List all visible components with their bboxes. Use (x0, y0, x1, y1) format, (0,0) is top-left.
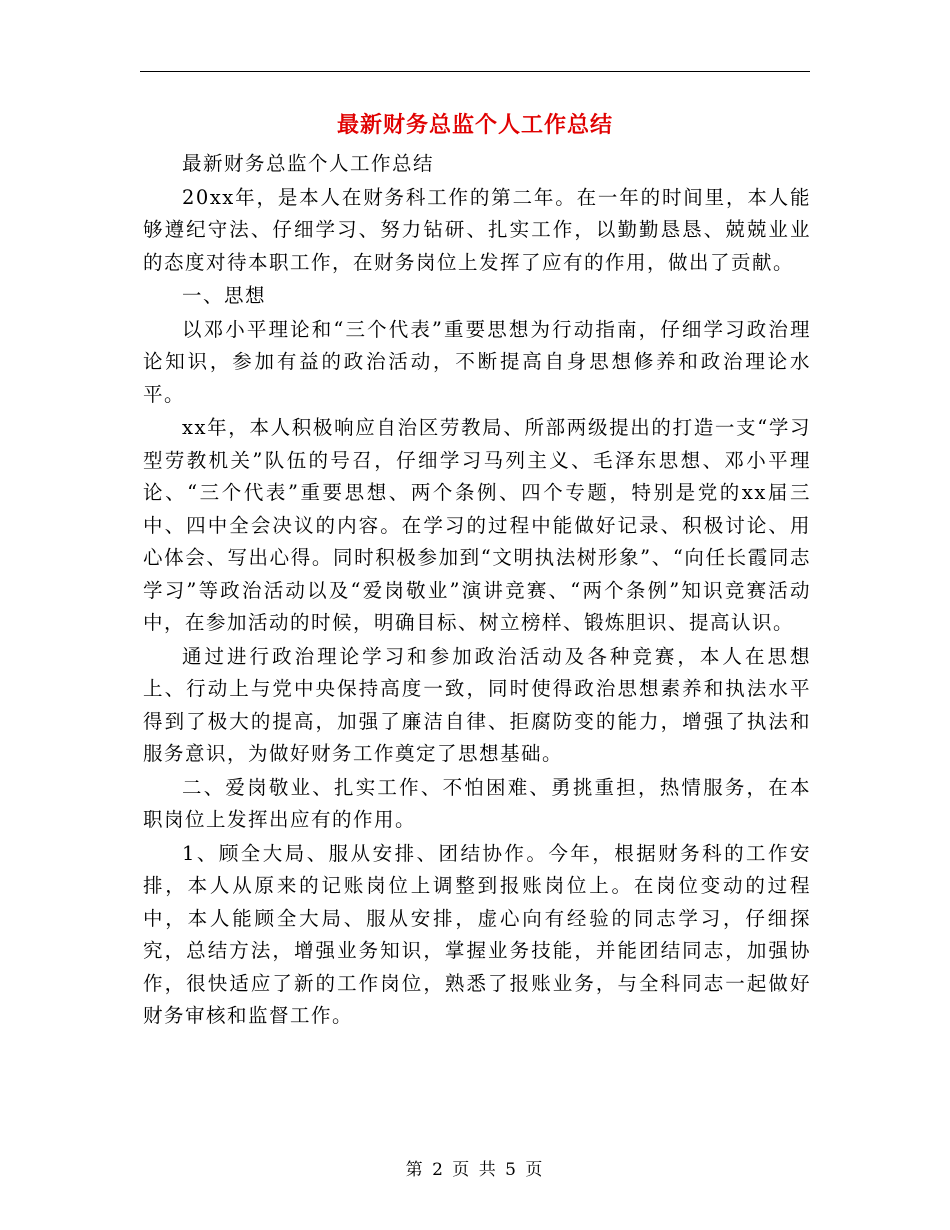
paragraph: 通过进行政治理论学习和参加政治活动及各种竞赛，本人在思想上、行动上与党中央保持高度一致，同时使得政治思想素养和执法水平得到了极大的提高，加强了廉洁自律、拒腐防变的能力，增强了执法和服务意识，为做好财务工作奠定了思想基础。 (143, 644, 811, 765)
section-heading: 二、爱岗敬业、扎实工作、不怕困难、勇挑重担，热情服务，在本职岗位上发挥出应有的作用。 (143, 775, 811, 831)
paragraph: 最新财务总监个人工作总结 (182, 152, 435, 175)
paragraph: 20xx年，是本人在财务科工作的第二年。在一年的时间里，本人能够遵纪守法、仔细学习、努力钻研、扎实工作，以勤勤恳恳、兢兢业业的态度对待本职工作，在财务岗位上发挥了应有的作用，做出了贡献。 (143, 185, 811, 274)
header-rule (140, 71, 810, 72)
paragraph: xx年，本人积极响应自治区劳教局、所部两级提出的打造一支“学习型劳教机关”队伍的号召，仔细学习马列主义、毛泽东思想、邓小平理论、“三个代表”重要思想、两个条例、四个专题，特别是党的xx届三中、四中全会决议的内容。在学习的过程中能做好记录、积极讨论、用心体会、写出心得。同时积极参加到“文明执法树形象”、“向任长霞同志学习”等政治活动以及“爱岗敬业”演讲竞赛、“两个条例”知识竞赛活动中，在参加活动的时候，明确目标、树立榜样、锻炼胆识、提高认识。 (143, 416, 811, 634)
page-footer: 第 2 页 共 5 页 (405, 1160, 545, 1180)
paragraph: 以邓小平理论和“三个代表”重要思想为行动指南，仔细学习政治理论知识，参加有益的政治活动，不断提高自身思想修养和政治理论水平。 (143, 317, 811, 406)
paragraph: 1、顾全大局、服从安排、团结协作。今年，根据财务科的工作安排，本人从原来的记账岗位上调整到报账岗位上。在岗位变动的过程中，本人能顾全大局、服从安排，虚心向有经验的同志学习，仔细探究，总结方法，增强业务知识，掌握业务技能，并能团结同志，加强协作，很快适应了新的工作岗位，熟悉了报账业务，与全科同志一起做好财务审核和监督工作。 (143, 841, 811, 1027)
document-title: 最新财务总监个人工作总结 (336, 112, 613, 138)
document-body (143, 148, 811, 1034)
section-heading: 一、思想 (182, 284, 267, 307)
